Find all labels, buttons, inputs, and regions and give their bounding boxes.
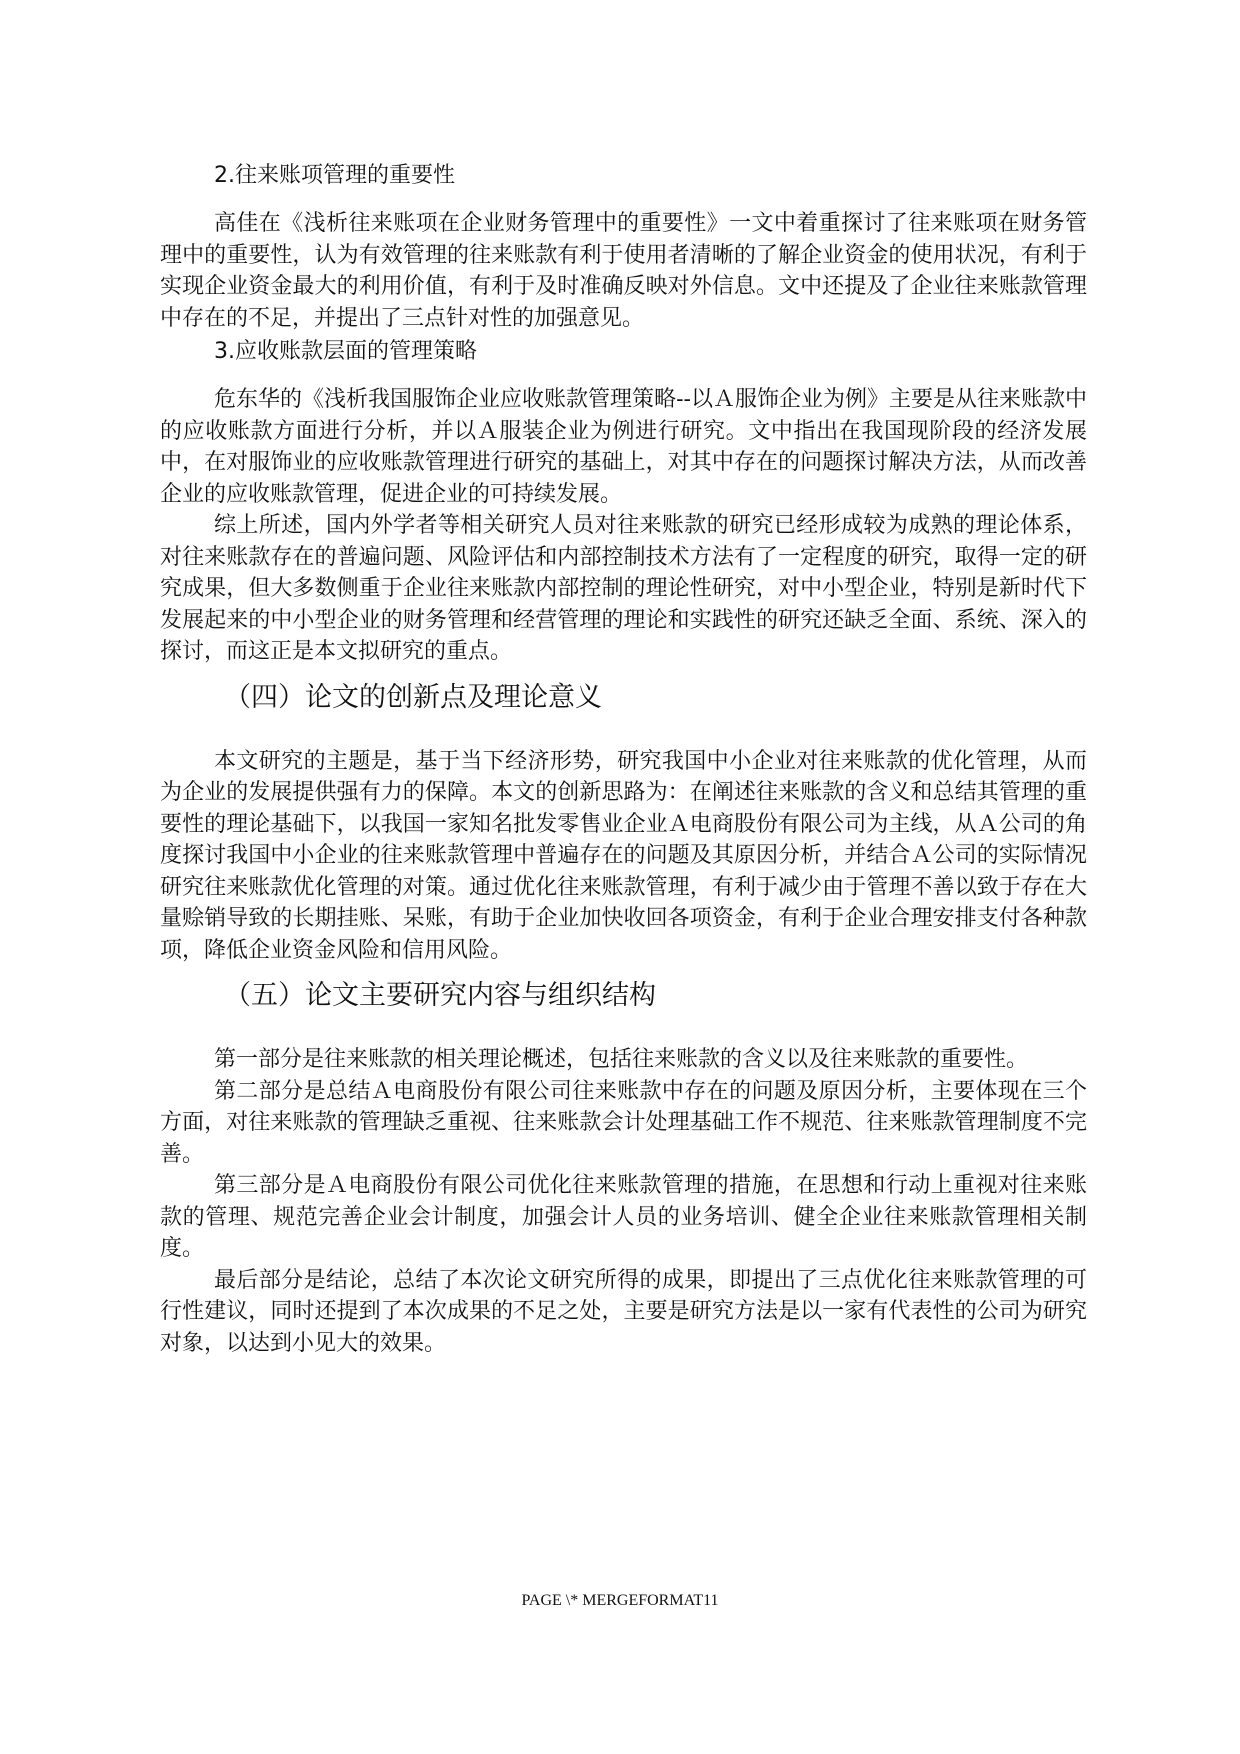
document-body bbox=[160, 158, 1087, 1359]
spacer bbox=[160, 718, 1087, 746]
spacer bbox=[160, 1016, 1087, 1044]
spacer bbox=[160, 194, 1087, 208]
spacer bbox=[160, 966, 1087, 976]
paragraph-part-three: 第三部分是Ａ电商股份有限公司优化往来账款管理的措施，在思想和行动上重视对往来账款的管理、规范完善企业会计制度，加强会计人员的业务培训、健全企业往来账款管理相关制度。 bbox=[160, 1173, 1087, 1261]
section-heading-innovation: （四）论文的创新点及理论意义 bbox=[224, 681, 602, 713]
paragraph-part-two: 第二部分是总结Ａ电商股份有限公司往来账款中存在的问题及原因分析，主要体现在三个方面，对往来账款的管理缺乏重视、往来账款会计处理基础工作不规范、往来账款管理制度不完善。 bbox=[160, 1078, 1087, 1167]
spacer bbox=[160, 370, 1087, 384]
paragraph-conclusion: 最后部分是结论，总结了本次论文研究所得的成果，即提出了三点优化往来账款管理的可行性建议，同时还提到了本次成果的不足之处，主要是研究方法是以一家有代表性的公司为研究对象，以达到小见大的效果。 bbox=[160, 1267, 1087, 1356]
paragraph-part-one: 第一部分是往来账款的相关理论概述，包括往来账款的含义以及往来账款的重要性。 bbox=[214, 1047, 1029, 1072]
subheading-receivables-strategy: 3.应收账款层面的管理策略 bbox=[214, 339, 477, 364]
page-number-field: PAGE \* MERGEFORMAT11 bbox=[521, 1592, 719, 1609]
paragraph-gaojia: 高佳在《浅析往来账项在企业财务管理中的重要性》一文中着重探讨了往来账项在财务管理中的重要性，认为有效管理的往来账款有利于使用者清晰的了解企业资金的使用状况，有利于实现企业资金最大的利用价值，有利于及时准确反映对外信息。文中还提及了企业往来账款管理中存在的不足，并提出了三点针对性的加强意见。 bbox=[160, 211, 1087, 331]
paragraph-summary: 综上所述，国内外学者等相关研究人员对往来账款的研究已经形成较为成熟的理论体系，对往来账款存在的普遍问题、风险评估和内部控制技术方法有了一定程度的研究，取得一定的研究成果，但大多数侧重于企业往来账款内部控制的理论性研究，对中小型企业，特别是新时代下发展起来的中小型企业的财务管理和经营管理的理论和实践性的研究还缺乏全面、系统、深入的探讨，而这正是本文拟研究的重点。 bbox=[160, 513, 1087, 664]
paragraph-innovation: 本文研究的主题是，基于当下经济形势，研究我国中小企业对往来账款的优化管理，从而为企业的发展提供强有力的保障。本文的创新思路为：在阐述往来账款的含义和总结其管理的重要性的理论基础下，以我国一家知名批发零售业企业Ａ电商股份有限公司为主线，从Ａ公司的角度探讨我国中小企业的往来账款管理中普遍存在的问题及其原因分析，并结合Ａ公司的实际情况研究往来账款优化管理的对策。通过优化往来账款管理，有利于减少由于管理不善以致于存在大量赊销导致的长期挂账、呆账，有助于企业加快收回各项资金，有利于企业合理安排支付各种款项，降低企业资金风险和信用风险。 bbox=[160, 748, 1087, 963]
subheading-importance: 2.往来账项管理的重要性 bbox=[214, 163, 455, 188]
paragraph-weidonghua: 危东华的《浅析我国服饰企业应收账款管理策略--以Ａ服饰企业为例》主要是从往来账款中的应收账款方面进行分析，并以Ａ服装企业为例进行研究。文中指出在我国现阶段的经济发展中，在对服饰业的应收账款管理进行研究的基础上，对其中存在的问题探讨解决方法，从而改善企业的应收账款管理，促进企业的可持续发展。 bbox=[160, 387, 1087, 507]
spacer bbox=[160, 668, 1087, 678]
section-heading-structure: （五）论文主要研究内容与组织结构 bbox=[224, 980, 656, 1011]
